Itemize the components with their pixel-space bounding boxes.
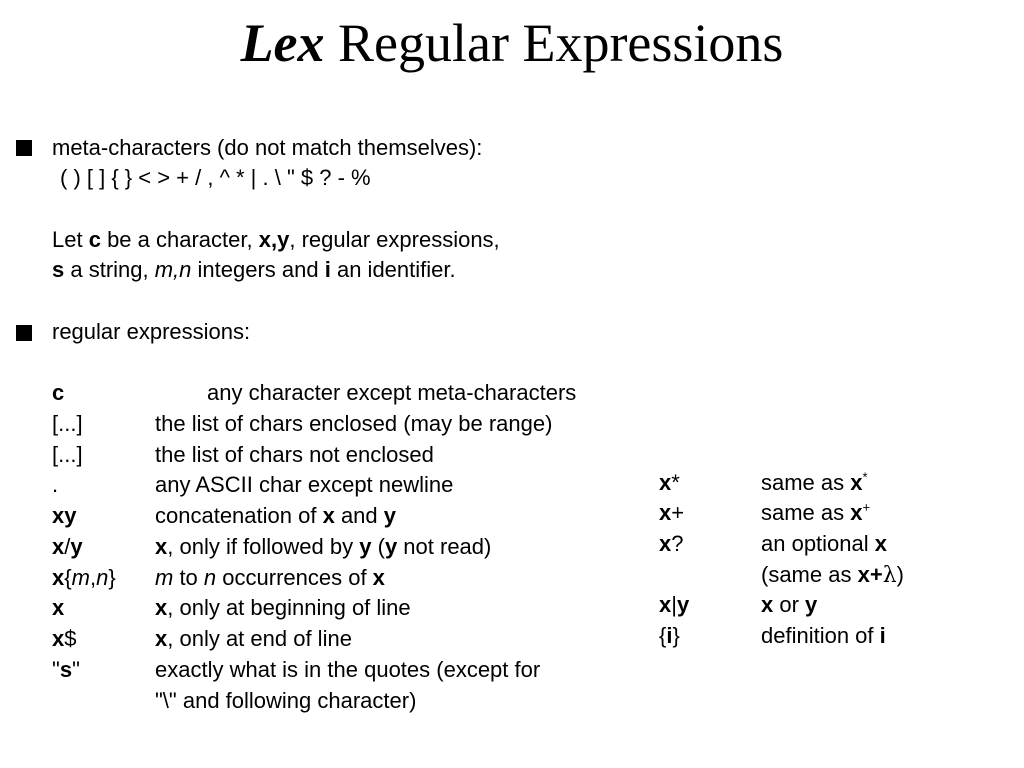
pattern: c bbox=[52, 380, 65, 405]
text: , only if followed by bbox=[167, 534, 360, 559]
table-row bbox=[52, 624, 352, 654]
bullet-square-icon bbox=[16, 140, 32, 156]
superscript: + bbox=[862, 499, 871, 515]
page-title bbox=[0, 10, 1024, 76]
x-bold: x bbox=[857, 562, 870, 587]
description: any ASCII char except newline bbox=[155, 472, 454, 497]
text: ( bbox=[371, 534, 385, 559]
description bbox=[155, 624, 352, 654]
mn-italic: m,n bbox=[154, 257, 192, 282]
description: the list of chars enclosed (may be range) bbox=[155, 411, 553, 436]
brace-open: { bbox=[659, 623, 667, 648]
pattern: [...] bbox=[52, 411, 83, 436]
text: concatenation of bbox=[155, 503, 323, 528]
y-bold: y bbox=[383, 503, 397, 528]
text: or bbox=[773, 592, 806, 617]
dollar: $ bbox=[64, 626, 77, 651]
question: ? bbox=[671, 531, 684, 556]
n-italic: n bbox=[96, 565, 109, 590]
star: * bbox=[671, 470, 680, 495]
description bbox=[761, 468, 868, 498]
brace-close: } bbox=[672, 623, 680, 648]
bullet-square-icon bbox=[16, 325, 32, 341]
text: an optional bbox=[761, 531, 875, 556]
text: same as bbox=[761, 500, 851, 525]
pattern-x: x bbox=[659, 470, 672, 495]
pattern: xy bbox=[52, 503, 77, 528]
text: occurrences of bbox=[216, 565, 373, 590]
table-row bbox=[52, 440, 434, 470]
table-row bbox=[52, 470, 454, 500]
let-line-2 bbox=[52, 255, 456, 285]
description bbox=[761, 590, 817, 620]
pattern-slash: / bbox=[64, 534, 71, 559]
table-row-continuation: "\" and following character) bbox=[155, 688, 417, 713]
table-row bbox=[659, 468, 1019, 498]
table-row bbox=[659, 498, 1019, 528]
quote: " bbox=[72, 657, 80, 682]
text: integers and bbox=[191, 257, 325, 282]
brace-close: } bbox=[108, 565, 116, 590]
x-bold: x bbox=[155, 595, 168, 620]
description bbox=[155, 593, 411, 623]
text: ) bbox=[896, 562, 904, 587]
x-bold: x bbox=[155, 626, 168, 651]
i-bold: i bbox=[666, 623, 673, 648]
m-italic: m bbox=[155, 565, 174, 590]
pattern: x bbox=[52, 595, 65, 620]
description bbox=[155, 563, 385, 593]
description bbox=[155, 501, 396, 531]
y-bold: y bbox=[805, 592, 818, 617]
x-bold: x bbox=[874, 531, 888, 556]
n-italic: n bbox=[203, 565, 217, 590]
let-line-1 bbox=[52, 225, 500, 255]
quote: " bbox=[52, 657, 60, 682]
plus: + bbox=[671, 500, 685, 525]
table-row bbox=[659, 529, 1019, 559]
table-row bbox=[52, 409, 553, 439]
table-row bbox=[659, 590, 1019, 620]
pattern-x: x bbox=[659, 500, 672, 525]
description bbox=[761, 529, 887, 559]
text: an identifier. bbox=[330, 257, 456, 282]
plus-bold: + bbox=[869, 562, 883, 587]
table-row-continuation bbox=[761, 560, 904, 591]
pattern-x: x bbox=[659, 592, 672, 617]
text: to bbox=[173, 565, 204, 590]
x-bold: x bbox=[372, 565, 385, 590]
i-bold: i bbox=[879, 623, 886, 648]
table-row bbox=[52, 563, 385, 593]
table-row bbox=[52, 655, 541, 685]
x-bold: x bbox=[322, 503, 335, 528]
i-bold: i bbox=[324, 257, 331, 282]
pattern: [...] bbox=[52, 442, 83, 467]
pattern-x: x bbox=[52, 565, 65, 590]
table-row bbox=[52, 501, 397, 531]
text: a string, bbox=[64, 257, 155, 282]
text: (same as bbox=[761, 562, 858, 587]
title-rest: Regular Expressions bbox=[324, 13, 784, 73]
x-bold: x bbox=[761, 592, 774, 617]
comma: , bbox=[89, 565, 97, 590]
text: same as bbox=[761, 470, 851, 495]
meta-chars: ( ) [ ] { } < > + / , ^ * | . \ " $ ? - % bbox=[60, 165, 371, 190]
regex-heading: regular expressions: bbox=[52, 319, 251, 344]
x-bold: x bbox=[850, 500, 863, 525]
x-bold: x bbox=[155, 534, 168, 559]
text: Let bbox=[52, 227, 89, 252]
table-row bbox=[52, 593, 411, 623]
y-bold: y bbox=[277, 227, 290, 252]
brace-open: { bbox=[64, 565, 72, 590]
pattern-x: x bbox=[52, 534, 65, 559]
pattern-x: x bbox=[659, 531, 672, 556]
pattern: . bbox=[52, 472, 59, 497]
text: , regular expressions, bbox=[289, 227, 500, 252]
y-bold: y bbox=[384, 534, 398, 559]
pattern-y: y bbox=[676, 592, 690, 617]
description bbox=[761, 621, 886, 651]
c-bold: c bbox=[88, 227, 101, 252]
description: the list of chars not enclosed bbox=[155, 442, 434, 467]
m-italic: m bbox=[71, 565, 90, 590]
description bbox=[761, 498, 870, 528]
description: any character except meta-characters bbox=[207, 380, 577, 405]
s-bold: s bbox=[52, 257, 65, 282]
lambda: λ bbox=[882, 563, 897, 588]
x-bold: x bbox=[850, 470, 863, 495]
description bbox=[155, 532, 491, 562]
text: , only at end of line bbox=[167, 626, 352, 651]
text: be a character, bbox=[100, 227, 259, 252]
pipe: | bbox=[671, 592, 677, 617]
superscript: * bbox=[862, 469, 868, 485]
title-lex: Lex bbox=[240, 13, 325, 73]
table-row bbox=[52, 532, 492, 562]
meta-heading: meta-characters (do not match themselves): bbox=[52, 135, 483, 160]
text: and bbox=[334, 503, 384, 528]
pattern-y: y bbox=[70, 534, 83, 559]
x-bold: x bbox=[258, 227, 271, 252]
s-bold: s bbox=[59, 657, 73, 682]
pattern-x: x bbox=[52, 626, 65, 651]
y-bold: y bbox=[359, 534, 372, 559]
table-row bbox=[659, 621, 1019, 651]
comma-bold: , bbox=[270, 227, 278, 252]
text: not read) bbox=[397, 534, 492, 559]
table-row bbox=[52, 378, 577, 408]
text: , only at beginning of line bbox=[167, 595, 411, 620]
text: definition of bbox=[761, 623, 880, 648]
description: exactly what is in the quotes (except for bbox=[155, 657, 541, 682]
